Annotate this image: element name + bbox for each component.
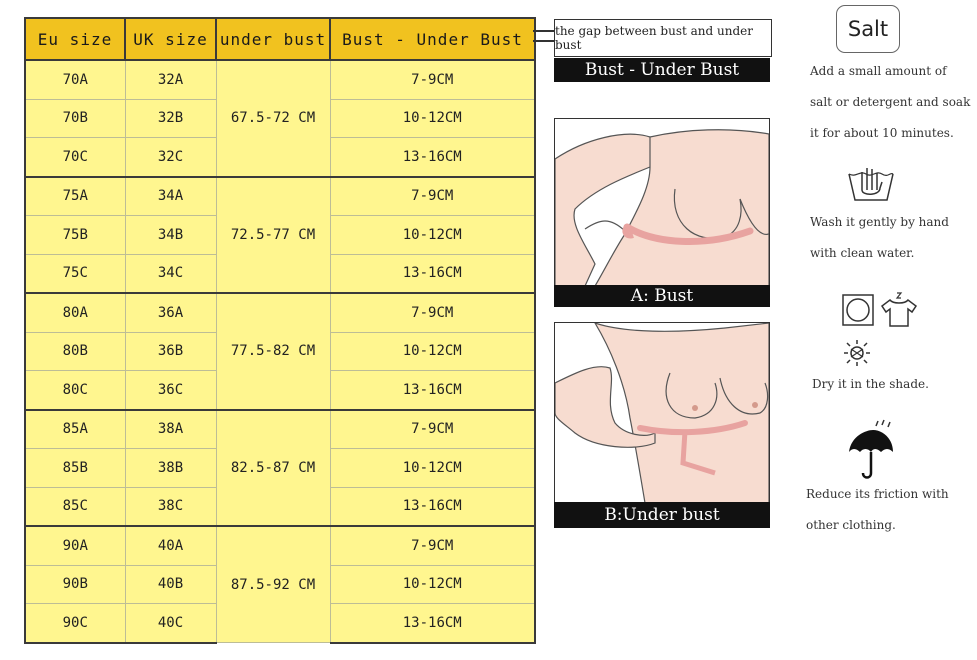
- eu-size-cell: 70B: [25, 99, 125, 138]
- bust-difference-cell: 13-16CM: [330, 138, 535, 177]
- bust-difference-cell: 10-12CM: [330, 449, 535, 488]
- wash-line-1: Wash it gently by hand: [810, 215, 949, 229]
- uk-size-cell: 36B: [125, 332, 216, 371]
- uk-size-cell: 32A: [125, 60, 216, 99]
- uk-size-cell: 40A: [125, 526, 216, 565]
- header-eu-size: Eu size: [25, 18, 125, 60]
- under-bust-cell: 87.5-92 CM: [216, 526, 330, 643]
- bust-difference-cell: 10-12CM: [330, 565, 535, 604]
- under-bust-cell: 77.5-82 CM: [216, 293, 330, 410]
- uk-size-cell: 36C: [125, 371, 216, 410]
- table-row: [25, 177, 535, 216]
- dry-instruction: [812, 369, 929, 400]
- uk-size-cell: 38C: [125, 487, 216, 526]
- size-group: [25, 177, 535, 294]
- bust-illustration: [554, 118, 770, 287]
- uk-size-cell: 38B: [125, 449, 216, 488]
- table-row: [25, 526, 535, 565]
- uk-size-cell: 34B: [125, 216, 216, 255]
- bust-difference-cell: 13-16CM: [330, 371, 535, 410]
- bust-difference-cell: 7-9CM: [330, 410, 535, 449]
- uk-size-cell: 38A: [125, 410, 216, 449]
- uk-size-cell: 34A: [125, 177, 216, 216]
- wash-instruction: [810, 207, 949, 269]
- salt-icon-label: Salt: [847, 17, 889, 41]
- bust-difference-cell: 7-9CM: [330, 293, 535, 332]
- uk-size-cell: 34C: [125, 254, 216, 293]
- size-group: [25, 526, 535, 643]
- eu-size-cell: 80A: [25, 293, 125, 332]
- wash-line-2: with clean water.: [810, 246, 915, 260]
- eu-size-cell: 85A: [25, 410, 125, 449]
- eu-size-cell: 80C: [25, 371, 125, 410]
- under-bust-cell: 72.5-77 CM: [216, 177, 330, 294]
- bust-label: A: Bust: [554, 285, 770, 307]
- bust-difference-cell: 7-9CM: [330, 60, 535, 99]
- eu-size-cell: 70C: [25, 138, 125, 177]
- header-connector-line: [533, 30, 555, 42]
- table-row: [25, 293, 535, 332]
- eu-size-cell: 70A: [25, 60, 125, 99]
- salt-line-2: salt or detergent and soak: [810, 95, 971, 109]
- eu-size-cell: 80B: [25, 332, 125, 371]
- salt-icon: [836, 5, 900, 53]
- salt-instruction: [810, 56, 970, 149]
- header-under-bust: under bust: [216, 18, 330, 60]
- eu-size-cell: 90A: [25, 526, 125, 565]
- eu-size-cell: 85B: [25, 449, 125, 488]
- bust-difference-cell: 13-16CM: [330, 487, 535, 526]
- under-bust-label: B:Under bust: [554, 502, 770, 528]
- under-bust-cell: 67.5-72 CM: [216, 60, 330, 177]
- uk-size-cell: 32B: [125, 99, 216, 138]
- uk-size-cell: 40B: [125, 565, 216, 604]
- table-row: [25, 60, 535, 99]
- friction-instruction: [806, 479, 949, 541]
- salt-line-1: Add a small amount of: [810, 64, 947, 78]
- eu-size-cell: 90C: [25, 604, 125, 643]
- eu-size-cell: 90B: [25, 565, 125, 604]
- umbrella-icon: [846, 418, 896, 480]
- friction-line-2: other clothing.: [806, 518, 896, 532]
- table-row: [25, 410, 535, 449]
- bust-difference-cell: 13-16CM: [330, 254, 535, 293]
- size-group: [25, 293, 535, 410]
- bust-figure-image: [555, 119, 769, 286]
- header-bust-minus-under-bust: Bust - Under Bust: [330, 18, 535, 60]
- size-group: [25, 410, 535, 527]
- salt-line-3: it for about 10 minutes.: [810, 126, 954, 140]
- size-chart-header: [25, 18, 535, 60]
- size-chart-table: [24, 17, 536, 644]
- eu-size-cell: 75A: [25, 177, 125, 216]
- eu-size-cell: 75C: [25, 254, 125, 293]
- friction-line-1: Reduce its friction with: [806, 487, 949, 501]
- header-uk-size: UK size: [125, 18, 216, 60]
- tumble-dry-icon: [842, 294, 874, 326]
- under-bust-figure-image: [555, 323, 769, 503]
- size-group: [25, 60, 535, 177]
- bust-difference-cell: 10-12CM: [330, 216, 535, 255]
- bust-difference-cell: 13-16CM: [330, 604, 535, 643]
- bust-difference-cell: 10-12CM: [330, 99, 535, 138]
- gap-explanation-box: the gap between bust and under bust: [554, 19, 772, 57]
- eu-size-cell: 85C: [25, 487, 125, 526]
- uk-size-cell: 32C: [125, 138, 216, 177]
- bust-difference-cell: 7-9CM: [330, 177, 535, 216]
- gap-banner: Bust - Under Bust: [554, 58, 770, 82]
- eu-size-cell: 75B: [25, 216, 125, 255]
- bust-difference-cell: 7-9CM: [330, 526, 535, 565]
- dry-line-1: Dry it in the shade.: [812, 377, 929, 391]
- iron-shirt-icon: [880, 292, 918, 328]
- under-bust-illustration: [554, 322, 770, 504]
- bust-difference-cell: 10-12CM: [330, 332, 535, 371]
- sun-shade-icon: [842, 339, 872, 367]
- uk-size-cell: 40C: [125, 604, 216, 643]
- uk-size-cell: 36A: [125, 293, 216, 332]
- hand-wash-icon: [846, 160, 896, 204]
- under-bust-cell: 82.5-87 CM: [216, 410, 330, 527]
